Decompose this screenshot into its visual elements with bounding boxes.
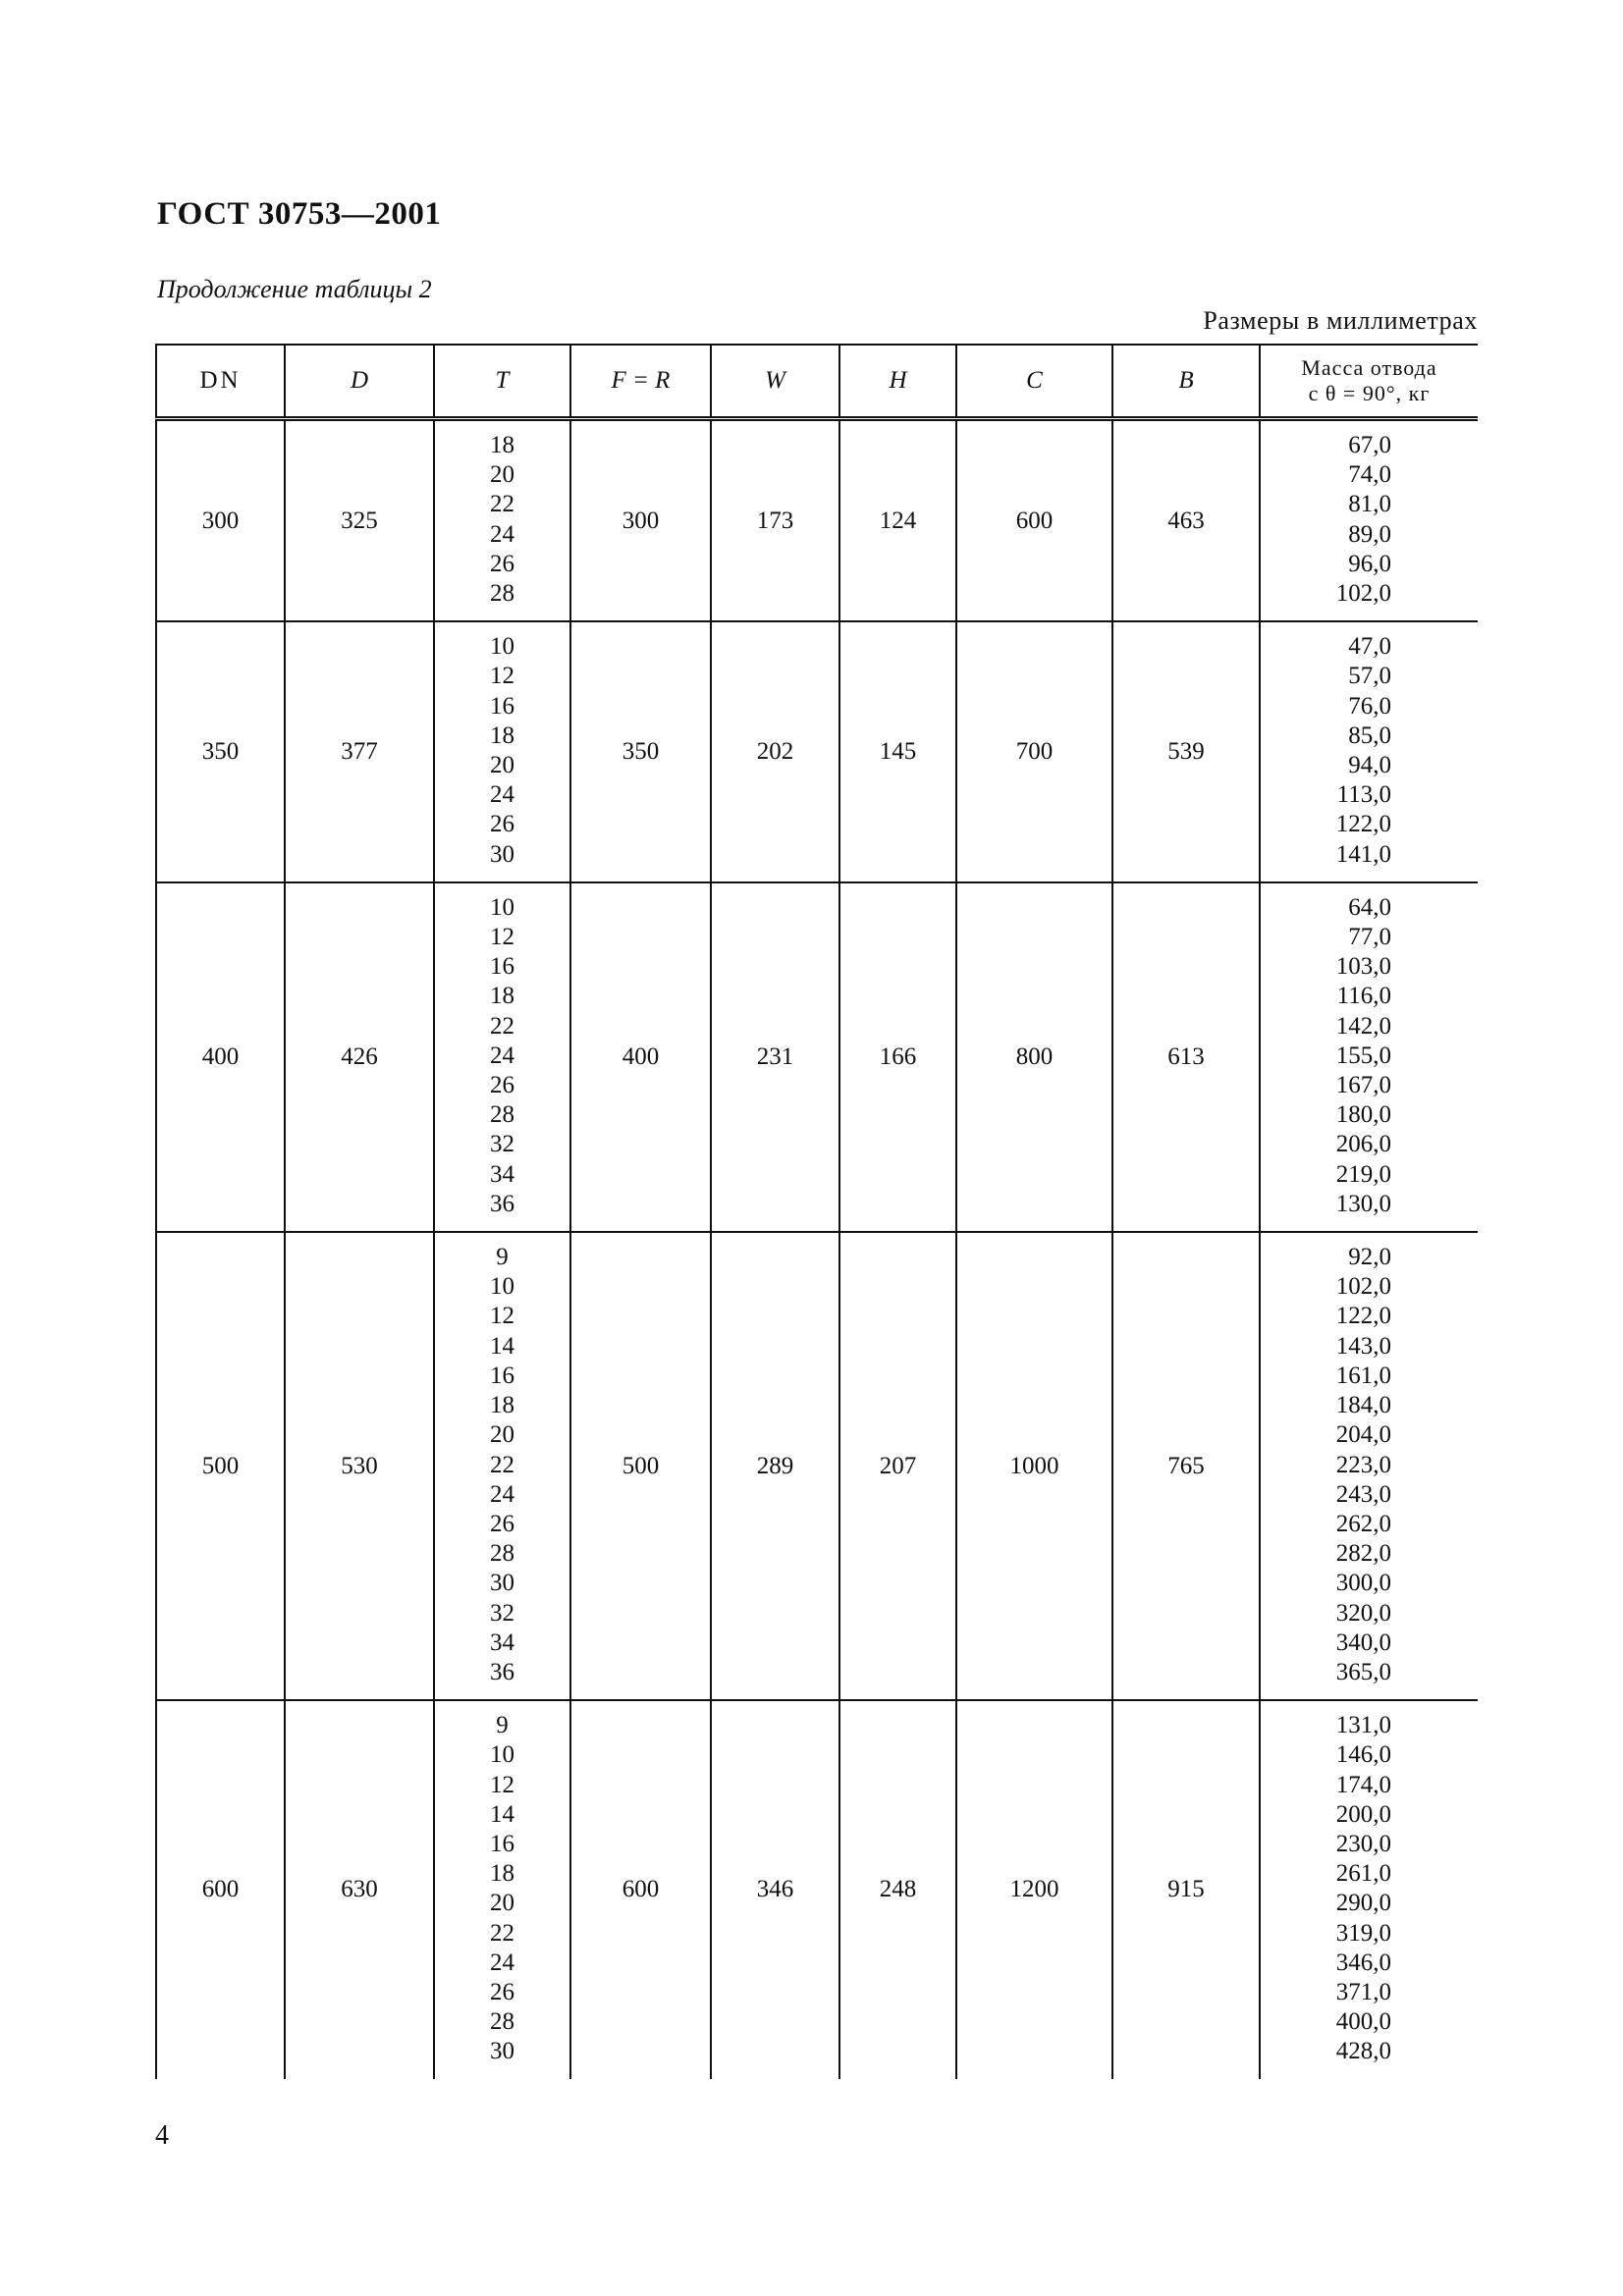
t-value: 22 — [490, 1451, 514, 1478]
mass-value: 371,0 — [1335, 1978, 1391, 2005]
header-mass — [1260, 345, 1478, 419]
mass-value: 290,0 — [1335, 1890, 1391, 1917]
mass-value: 57,0 — [1348, 663, 1391, 690]
mass-value: 184,0 — [1335, 1392, 1391, 1419]
t-value: 20 — [490, 1421, 514, 1449]
cell-dn: 300 — [156, 419, 285, 622]
t-value: 9 — [496, 1712, 509, 1739]
table-row — [156, 621, 1478, 882]
mass-value: 47,0 — [1348, 633, 1391, 661]
t-value: 28 — [490, 2008, 514, 2036]
mass-value: 167,0 — [1335, 1072, 1391, 1099]
t-value: 16 — [490, 1830, 514, 1857]
header-c: C — [956, 345, 1112, 419]
t-value: 10 — [490, 1273, 514, 1301]
t-value: 12 — [490, 1303, 514, 1330]
t-value: 30 — [490, 2038, 514, 2065]
cell-h: 145 — [839, 621, 956, 882]
t-value: 34 — [490, 1629, 514, 1656]
cell-dn: 400 — [156, 882, 285, 1232]
header-t: T — [434, 345, 570, 419]
t-value: 18 — [490, 721, 514, 749]
mass-value: 143,0 — [1335, 1332, 1391, 1360]
table-caption: Продолжение таблицы 2 — [157, 275, 432, 303]
header-mass-line1: Масса отвода — [1301, 355, 1437, 380]
t-value: 26 — [490, 1510, 514, 1537]
cell-mass — [1260, 1700, 1478, 2078]
table-container — [155, 344, 1478, 2107]
t-value: 18 — [490, 1860, 514, 1888]
dimensions-table — [155, 344, 1478, 2079]
table-row — [156, 1700, 1478, 2078]
t-value: 26 — [490, 1978, 514, 2005]
page-number: 4 — [155, 2120, 169, 2151]
t-value: 36 — [490, 1658, 514, 1685]
t-value: 9 — [496, 1244, 509, 1271]
cell-d: 630 — [285, 1700, 434, 2078]
mass-value: 219,0 — [1335, 1160, 1391, 1188]
cell-c: 1000 — [956, 1232, 1112, 1700]
cell-t — [434, 882, 570, 1232]
cell-d: 377 — [285, 621, 434, 882]
mass-value: 340,0 — [1335, 1629, 1391, 1656]
mass-value: 122,0 — [1335, 811, 1391, 838]
cell-w: 202 — [711, 621, 839, 882]
t-value: 28 — [490, 1540, 514, 1568]
mass-value: 261,0 — [1335, 1860, 1391, 1888]
cell-mass — [1260, 882, 1478, 1232]
t-value: 22 — [490, 491, 514, 518]
mass-value: 146,0 — [1335, 1741, 1391, 1769]
mass-value: 200,0 — [1335, 1800, 1391, 1828]
header-h: H — [839, 345, 956, 419]
mass-value: 206,0 — [1335, 1131, 1391, 1158]
header-dn: DN — [156, 345, 285, 419]
mass-value: 76,0 — [1348, 692, 1391, 720]
cell-t — [434, 419, 570, 622]
mass-value: 141,0 — [1335, 840, 1391, 868]
mass-value: 67,0 — [1348, 432, 1391, 458]
mass-value: 174,0 — [1335, 1771, 1391, 1798]
t-value: 12 — [490, 663, 514, 690]
t-value: 18 — [490, 432, 514, 458]
cell-f-r: 500 — [570, 1232, 711, 1700]
t-value: 32 — [490, 1599, 514, 1627]
mass-value: 180,0 — [1335, 1101, 1391, 1129]
t-value: 20 — [490, 752, 514, 779]
header-d: D — [285, 345, 434, 419]
t-value: 18 — [490, 1392, 514, 1419]
header-b: B — [1112, 345, 1260, 419]
t-value: 34 — [490, 1160, 514, 1188]
cell-w: 231 — [711, 882, 839, 1232]
document-title: ГОСТ 30753—2001 — [157, 196, 442, 232]
mass-value: 282,0 — [1335, 1540, 1391, 1568]
header-f-r: F = R — [570, 345, 711, 419]
cell-h: 248 — [839, 1700, 956, 2078]
table-row — [156, 1232, 1478, 1700]
cell-h: 124 — [839, 419, 956, 622]
t-value: 16 — [490, 953, 514, 981]
t-value: 10 — [490, 893, 514, 921]
mass-value: 102,0 — [1335, 580, 1391, 608]
t-value: 26 — [490, 550, 514, 577]
cell-t — [434, 1232, 570, 1700]
t-value: 24 — [490, 520, 514, 548]
header-mass-line2: с θ = 90°, кг — [1308, 381, 1431, 405]
mass-value: 155,0 — [1335, 1041, 1391, 1069]
cell-f-r: 350 — [570, 621, 711, 882]
mass-value: 204,0 — [1335, 1421, 1391, 1449]
cell-t — [434, 621, 570, 882]
mass-value: 400,0 — [1335, 2008, 1391, 2036]
t-value: 22 — [490, 1919, 514, 1947]
t-value: 24 — [490, 1949, 514, 1976]
t-value: 16 — [490, 692, 514, 720]
t-value: 24 — [490, 781, 514, 809]
t-value: 14 — [490, 1332, 514, 1360]
cell-d: 325 — [285, 419, 434, 622]
t-value: 24 — [490, 1041, 514, 1069]
cell-d: 530 — [285, 1232, 434, 1700]
mass-value: 161,0 — [1335, 1362, 1391, 1389]
mass-value: 102,0 — [1335, 1273, 1391, 1301]
mass-value: 64,0 — [1348, 893, 1391, 921]
cell-h: 207 — [839, 1232, 956, 1700]
t-value: 36 — [490, 1190, 514, 1217]
cell-t — [434, 1700, 570, 2078]
cell-dn: 350 — [156, 621, 285, 882]
mass-value: 96,0 — [1348, 550, 1391, 577]
cell-c: 700 — [956, 621, 1112, 882]
cell-c: 600 — [956, 419, 1112, 622]
mass-value: 142,0 — [1335, 1012, 1391, 1040]
cell-b: 915 — [1112, 1700, 1260, 2078]
cell-b: 613 — [1112, 882, 1260, 1232]
cell-b: 539 — [1112, 621, 1260, 882]
mass-value: 113,0 — [1336, 781, 1391, 809]
mass-value: 428,0 — [1335, 2038, 1391, 2065]
t-value: 10 — [490, 1741, 514, 1769]
cell-dn: 600 — [156, 1700, 285, 2078]
t-value: 12 — [490, 924, 514, 951]
cell-dn: 500 — [156, 1232, 285, 1700]
cell-mass — [1260, 1232, 1478, 1700]
mass-value: 262,0 — [1335, 1510, 1391, 1537]
t-value: 24 — [490, 1480, 514, 1508]
table-header-row — [156, 345, 1478, 419]
cell-mass — [1260, 419, 1478, 622]
mass-value: 94,0 — [1348, 752, 1391, 779]
cell-d: 426 — [285, 882, 434, 1232]
t-value: 26 — [490, 1072, 514, 1099]
t-value: 20 — [490, 461, 514, 489]
cell-w: 289 — [711, 1232, 839, 1700]
t-value: 30 — [490, 1570, 514, 1597]
mass-value: 365,0 — [1335, 1658, 1391, 1685]
cell-c: 800 — [956, 882, 1112, 1232]
t-value: 10 — [490, 633, 514, 661]
mass-value: 319,0 — [1335, 1919, 1391, 1947]
cell-f-r: 300 — [570, 419, 711, 622]
mass-value: 223,0 — [1335, 1451, 1391, 1478]
cell-c: 1200 — [956, 1700, 1112, 2078]
mass-value: 92,0 — [1348, 1244, 1391, 1271]
cell-mass — [1260, 621, 1478, 882]
cell-f-r: 600 — [570, 1700, 711, 2078]
t-value: 18 — [490, 983, 514, 1010]
cell-w: 346 — [711, 1700, 839, 2078]
t-value: 30 — [490, 840, 514, 868]
t-value: 12 — [490, 1771, 514, 1798]
table-row — [156, 419, 1478, 622]
mass-value: 77,0 — [1348, 924, 1391, 951]
mass-value: 122,0 — [1335, 1303, 1391, 1330]
cell-w: 173 — [711, 419, 839, 622]
header-w: W — [711, 345, 839, 419]
t-value: 14 — [490, 1800, 514, 1828]
mass-value: 131,0 — [1335, 1712, 1391, 1739]
t-value: 20 — [490, 1890, 514, 1917]
units-note: Размеры в миллиметрах — [1203, 306, 1478, 335]
mass-value: 81,0 — [1348, 491, 1391, 518]
mass-value: 85,0 — [1348, 721, 1391, 749]
mass-value: 230,0 — [1335, 1830, 1391, 1857]
cell-b: 463 — [1112, 419, 1260, 622]
t-value: 28 — [490, 1101, 514, 1129]
mass-value: 74,0 — [1348, 461, 1391, 489]
mass-value: 130,0 — [1335, 1190, 1391, 1217]
mass-value: 89,0 — [1348, 520, 1391, 548]
mass-value: 300,0 — [1335, 1570, 1391, 1597]
t-value: 16 — [490, 1362, 514, 1389]
mass-value: 320,0 — [1335, 1599, 1391, 1627]
t-value: 28 — [490, 580, 514, 608]
mass-value: 103,0 — [1335, 953, 1391, 981]
table-body — [156, 419, 1478, 2079]
mass-value: 243,0 — [1335, 1480, 1391, 1508]
table-row — [156, 882, 1478, 1232]
t-value: 32 — [490, 1131, 514, 1158]
mass-value: 346,0 — [1335, 1949, 1391, 1976]
cell-b: 765 — [1112, 1232, 1260, 1700]
mass-value: 116,0 — [1336, 983, 1391, 1010]
t-value: 22 — [490, 1012, 514, 1040]
cell-f-r: 400 — [570, 882, 711, 1232]
t-value: 26 — [490, 811, 514, 838]
cell-h: 166 — [839, 882, 956, 1232]
